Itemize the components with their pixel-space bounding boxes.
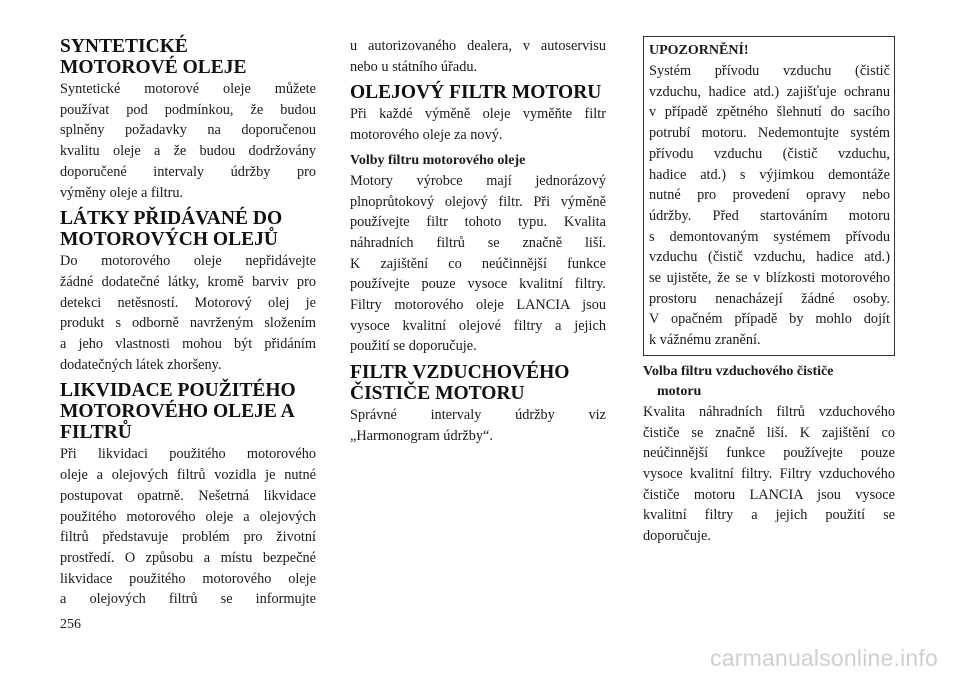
text-line: motorového oleje za nový.	[350, 127, 503, 144]
text-line: hadice atd.) s výjimkou demontáže	[649, 166, 890, 183]
text-line: MOTOROVÉHO OLEJE A	[60, 401, 295, 423]
text-line: vzduchu, hadice atd.) zajišťuje ochranu	[649, 83, 890, 100]
text-line: detekci netěsností. Motorový olej je	[60, 294, 316, 311]
heading-air-filter	[350, 362, 606, 404]
text-line: V opačném případě by mohlo dojít	[649, 311, 890, 328]
text-line: výměny oleje a filtru.	[60, 184, 184, 201]
paragraph-oil-filter	[350, 104, 606, 145]
text-line: v případě zpětného šlehnutí do sacího	[649, 104, 890, 121]
heading-oil-disposal	[60, 380, 316, 443]
text-line: Do motorového oleje nepřidávejte	[60, 253, 316, 270]
text-line: doporučuje.	[643, 528, 711, 545]
page-number: 256	[60, 617, 81, 632]
text-line: Filtry motorového oleje LANCIA jsou	[350, 297, 606, 314]
text-line: prostředí. O způsobu a místu bezpečné	[60, 549, 316, 566]
text-line: Volba filtru vzduchového čističe	[643, 363, 834, 379]
column-middle	[350, 36, 606, 452]
heading-synthetic-oils	[60, 36, 316, 78]
text-line: postupovat opatrně. Nešetrná likvidace	[60, 487, 316, 504]
text-line: vzduchu (čistič vzduchu, hadice atd.)	[649, 249, 890, 266]
paragraph-oil-disposal	[60, 444, 316, 610]
text-line: kvalitní filtry a jejich použití se	[643, 507, 895, 524]
text-line: Systém přívodu vzduchu (čistič	[649, 63, 890, 79]
heading-oil-additives	[60, 208, 316, 250]
subheading-air-filter-choice	[643, 362, 895, 402]
text-line: nebo u státního úřadu.	[350, 58, 478, 75]
text-line: použitého motorového oleje a olejových	[60, 508, 316, 525]
text-line: filtrů představuje problém pro životní	[60, 529, 316, 546]
text-line: Syntetické motorové oleje můžete	[60, 81, 316, 97]
paragraph-disposal-continued	[350, 36, 606, 77]
warning-title: UPOZORNĚNÍ!	[649, 43, 749, 58]
watermark: carmanualsonline.info	[710, 645, 938, 671]
heading-oil-filter	[350, 82, 606, 103]
text-line: používejte filtr tohoto typu. Kvalita	[350, 214, 606, 231]
text-line: nutné pro provedení opravy nebo	[649, 187, 890, 204]
text-line: OLEJOVÝ FILTR MOTORU	[350, 82, 602, 104]
text-line: kvalitu oleje a že budou dodržovány	[60, 143, 316, 160]
text-line: SYNTETICKÉ	[60, 36, 188, 57]
text-line: motoru	[657, 383, 702, 399]
text-line: použití se doporučuje.	[350, 338, 477, 355]
text-line: a jeho vlastnosti mohou být přidáním	[60, 336, 316, 353]
text-line: produkt s odborně navrženým složením	[60, 315, 316, 332]
text-line: FILTRŮ	[60, 422, 132, 444]
text-line: doporučené intervaly údržby pro	[60, 163, 316, 180]
text-line: potrubí motoru. Nedemontujte systém	[649, 125, 890, 142]
column-right	[643, 36, 895, 552]
text-line: dodatečných látek zhoršeny.	[60, 356, 222, 373]
text-line: LIKVIDACE POUŽITÉHO	[60, 380, 296, 402]
text-line: MOTOROVÝCH OLEJŮ	[60, 229, 278, 251]
warning-box	[643, 36, 895, 356]
text-line: likvidace použitého motorového oleje	[60, 570, 316, 587]
text-line: k vážnému zranění.	[649, 332, 761, 349]
text-line: FILTR VZDUCHOVÉHO	[350, 362, 570, 384]
text-line: Volby filtru motorového oleje	[350, 152, 526, 168]
text-line: čističe se značně liší. K zajištění co	[643, 424, 895, 441]
text-line: s demontovaným systémem přívodu	[649, 228, 890, 245]
text-line: ČISTIČE MOTORU	[350, 383, 525, 405]
paragraph-air-filter	[350, 405, 606, 446]
column-left	[60, 36, 316, 615]
text-line: splněny požadavky na doporučenou	[60, 122, 316, 139]
text-line: neúčinnější funkce používejte pouze	[643, 445, 895, 462]
text-line: vysoce kvalitní olejové filtry a jejich	[350, 317, 606, 334]
text-line: žádné dodatečné látky, kromě barviv pro	[60, 273, 316, 290]
subheading-oil-filter-choice	[350, 151, 606, 171]
text-line: oleje a olejových filtrů vozidla je nutné	[60, 467, 316, 484]
text-line: náhradních filtrů se značně liší.	[350, 234, 606, 251]
paragraph-synthetic-oils	[60, 79, 316, 203]
text-line: Při likvidaci použitého motorového	[60, 446, 316, 463]
text-line: čističe motoru LANCIA jsou vysoce	[643, 486, 895, 503]
text-line: se ujistěte, že se v blízkosti motorového	[649, 270, 890, 287]
text-line: K zajištění co neúčinnější funkce	[350, 255, 606, 272]
text-line: Správné intervaly údržby viz	[350, 407, 606, 424]
paragraph-oil-filter-choice	[350, 171, 606, 357]
paragraph-oil-additives	[60, 251, 316, 375]
text-line: „Harmonogram údržby“.	[350, 427, 493, 444]
text-line: Při každé výměně oleje vyměňte filtr	[350, 106, 606, 123]
text-line: vysoce kvalitní filtry. Filtry vzduchového	[643, 465, 895, 482]
text-line: Motory výrobce mají jednorázový	[350, 172, 606, 189]
text-line: Kvalita náhradních filtrů vzduchového	[643, 403, 895, 420]
text-line: přívodu vzduchu (čistič vzduchu,	[649, 145, 890, 162]
text-line: LÁTKY PŘIDÁVANÉ DO	[60, 208, 283, 230]
text-line: a olejových filtrů se informujte	[60, 591, 316, 608]
text-line: prostoru nenacházejí žádné osoby.	[649, 290, 890, 307]
text-line: používejte pouze vysoce kvalitní filtry.	[350, 276, 606, 293]
paragraph-air-filter-choice	[643, 402, 895, 547]
text-line: MOTOROVÉ OLEJE	[60, 57, 247, 78]
text-line: používat pod podmínkou, že budou	[60, 101, 316, 118]
text-line: plnoprůtokový olejový filtr. Při výměně	[350, 193, 606, 210]
text-line: u autorizovaného dealera, v autoservisu	[350, 38, 606, 54]
text-line: údržby. Před startováním motoru	[649, 207, 890, 224]
warning-text	[649, 61, 890, 351]
